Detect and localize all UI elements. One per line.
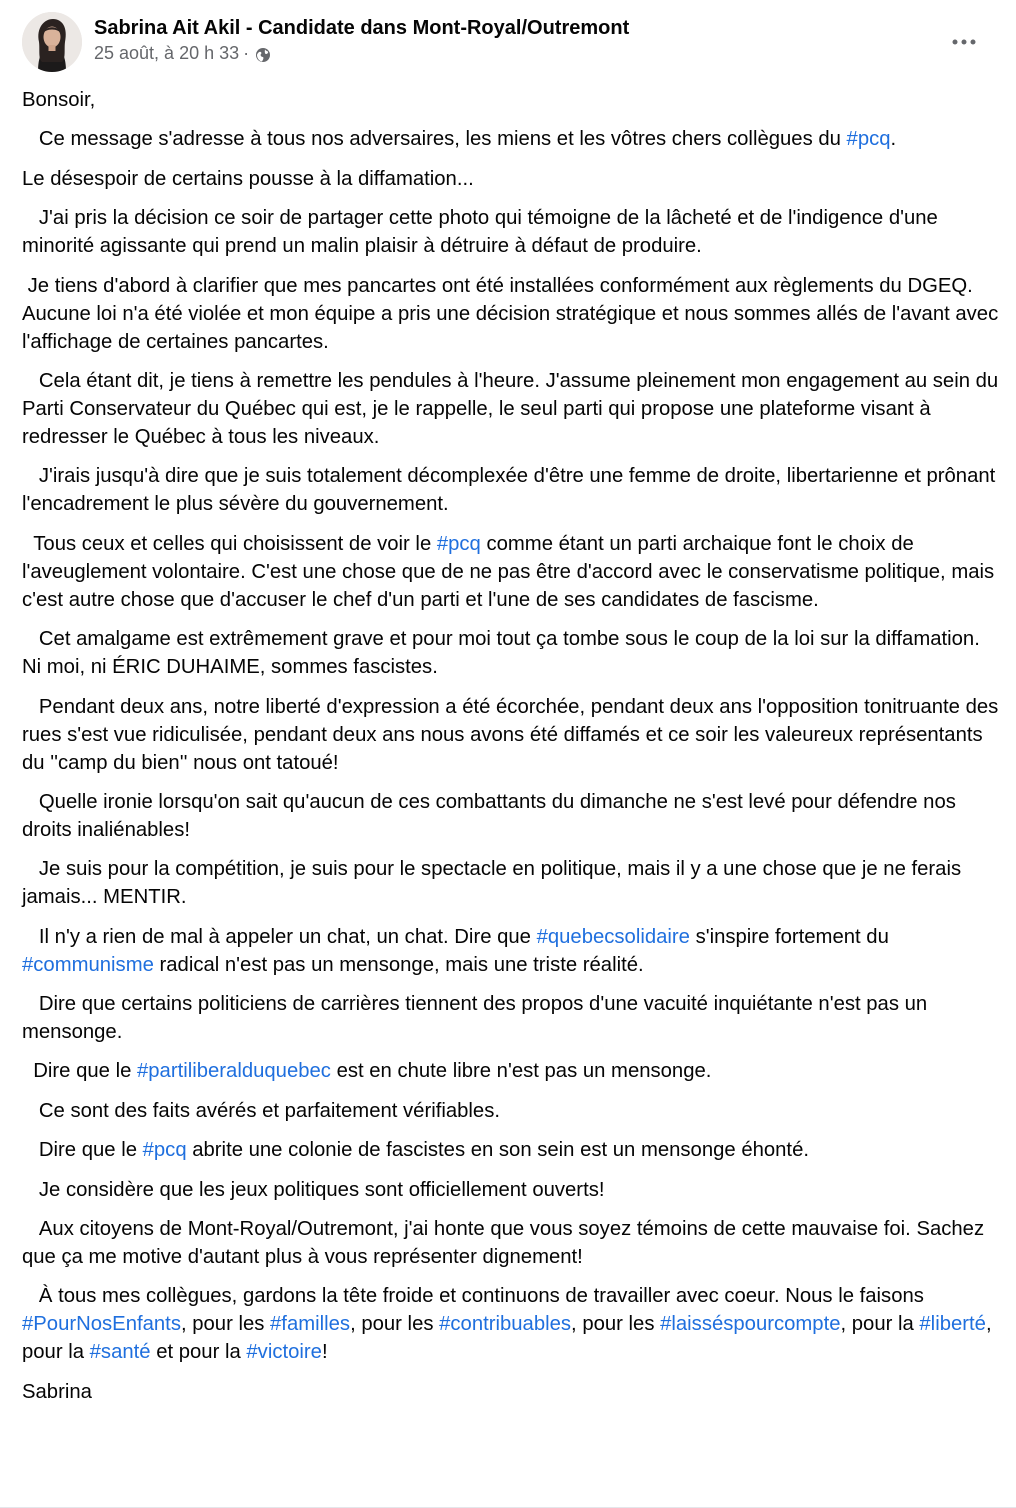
post-header <box>22 12 1016 76</box>
hashtag-link[interactable]: #victoire <box>246 1341 322 1364</box>
hashtag-link[interactable]: #contribuables <box>439 1313 572 1336</box>
more-options-button[interactable] <box>946 24 982 60</box>
hashtag-link[interactable]: #PourNosEnfants <box>22 1313 181 1336</box>
post-text: Sabrina <box>22 1380 92 1403</box>
post-text: radical n'est pas un mensonge, mais une triste réalité. <box>153 953 644 976</box>
post-text: Aux citoyens de Mont-Royal/Outremont, j'ai honte que vous soyez témoins de cette mauvaise foi. Sachez que ça me motive d'autant plus à vous représenter dignement! <box>22 1218 990 1269</box>
post-text: abrite une colonie de fascistes en son sein est un mensonge éhonté. <box>186 1139 809 1162</box>
hashtag-link[interactable]: #pcq <box>436 532 481 555</box>
hashtag-link[interactable]: #pcq <box>142 1139 187 1162</box>
post-body <box>22 86 1002 1417</box>
author-avatar[interactable] <box>22 12 82 72</box>
post-text: À tous mes collègues, gardons la tête froide et continuons de travailler avec coeur. Nous le faisons <box>22 1285 930 1308</box>
post-text: Je tiens d'abord à clarifier que mes pancartes ont été installées conformément aux règlements du DGEQ. Aucune loi n'a été violée et mon équipe a pris une décision stratégique et nous sommes allés de l'avant avec l'affichage de certaines pancartes. <box>22 274 1004 353</box>
post-text: Le désespoir de certains pousse à la diffamation... <box>22 167 474 190</box>
post-text: Ce sont des faits avérés et parfaitement vérifiables. <box>22 1099 500 1122</box>
post-paragraph <box>22 1057 1002 1085</box>
post-text: Quelle ironie lorsqu'on sait qu'aucun de ces combattants du dimanche ne s'est levé pour défendre nos droits inaliénables! <box>22 790 962 841</box>
post-text: Cet amalgame est extrêmement grave et pour moi tout ça tombe sous le coup de la loi sur la diffamation. Ni moi, ni ÉRIC DUHAIME, sommes fascistes. <box>22 628 986 679</box>
post-text: Dire que le <box>22 1139 143 1162</box>
post-paragraph <box>22 165 1002 193</box>
post-text: Je suis pour la compétition, je suis pour le spectacle en politique, mais il y a une chose que je ne ferais jamais... MENTIR. <box>22 858 967 909</box>
hashtag-link[interactable]: #quebecsolidaire <box>536 925 690 948</box>
hashtag-link[interactable]: #liberté <box>919 1313 986 1336</box>
post-paragraph <box>22 462 1002 518</box>
hashtag-link[interactable]: #partiliberalduquebec <box>137 1060 331 1083</box>
post-text: , pour la <box>22 1313 998 1364</box>
post-text: , pour les <box>350 1313 440 1336</box>
post-text: Dire que certains politiciens de carrières tiennent des propos d'une vacuité inquiétante n'est pas un mensonge. <box>22 993 933 1044</box>
post-paragraph <box>22 86 1002 114</box>
post-text: . <box>890 128 897 151</box>
post-paragraph <box>22 1136 1002 1164</box>
post-timestamp[interactable]: 25 août, à 20 h 33 <box>94 43 240 63</box>
post-paragraph <box>22 530 1002 614</box>
post-text: Pendant deux ans, notre liberté d'expression a été écorchée, pendant deux ans l'opposition tonitruante des rues s'est vue ridiculisée, pendant deux ans nous avons été diffamés et ce soir les valeureux représentants du ''camp du bien'' nous ont tatoué! <box>22 695 1004 774</box>
post-text: comme étant un parti archaique font le choix de l'aveuglement volontaire. C'est une chose que de ne pas être d'accord avec le conservatisme politique, mais c'est autre chose que d'accuser le chef d'un parti et l'une de ses candidates de fascisme. <box>22 532 1000 611</box>
post-text: , pour la <box>840 1313 920 1336</box>
post-text: s'inspire fortement du <box>689 925 895 948</box>
post-paragraph <box>22 990 1002 1046</box>
post-text: , pour les <box>180 1313 271 1336</box>
hashtag-link[interactable]: #pcq <box>846 128 891 151</box>
post-text: Ce message s'adresse à tous nos adversaires, les miens et les vôtres chers collègues du <box>22 128 847 151</box>
post-text: est en chute libre n'est pas un mensonge. <box>330 1060 712 1083</box>
globe-icon[interactable] <box>255 45 271 61</box>
post-paragraph <box>22 1282 1002 1366</box>
post-paragraph <box>22 1215 1002 1271</box>
post-text: Il n'y a rien de mal à appeler un chat, un chat. Dire que <box>22 925 537 948</box>
post-text: , pour les <box>571 1313 661 1336</box>
post-text: et pour la <box>150 1341 247 1364</box>
author-name[interactable]: Sabrina Ait Akil - Candidate dans Mont-Royal/Outremont <box>94 17 630 39</box>
post-text: ! <box>321 1341 328 1364</box>
post-text: Dire que le <box>22 1060 137 1083</box>
post-paragraph <box>22 788 1002 844</box>
post-text: Je considère que les jeux politiques sont officiellement ouverts! <box>22 1178 605 1201</box>
hashtag-link[interactable]: #familles <box>270 1313 351 1336</box>
avatar-portrait-icon <box>22 12 82 72</box>
hashtag-link[interactable]: #communisme <box>22 953 154 976</box>
post-paragraph <box>22 125 1002 153</box>
post-text: Cela étant dit, je tiens à remettre les pendules à l'heure. J'assume pleinement mon engagement au sein du Parti Conservateur du Québec qui est, je le rappelle, le seul parti qui propose une plateforme visant à redresser le Québec à tous les niveaux. <box>22 369 1004 448</box>
post-text: J'ai pris la décision ce soir de partager cette photo qui témoigne de la lâcheté et de l'indigence d'une minorité agissante qui prend un malin plaisir à détruire à défaut de produire. <box>22 207 944 258</box>
post-paragraph <box>22 1097 1002 1125</box>
post-paragraph <box>22 855 1002 911</box>
more-options-icon <box>952 39 976 45</box>
post-paragraph <box>22 1378 1002 1406</box>
post-text: J'irais jusqu'à dire que je suis totalement décomplexée d'être une femme de droite, libertarienne et prônant l'encadrement le plus sévère du gouvernement. <box>22 465 1001 516</box>
post-paragraph <box>22 923 1002 979</box>
post-paragraph <box>22 272 1002 356</box>
post-paragraph <box>22 693 1002 777</box>
post-paragraph <box>22 625 1002 681</box>
post-text: Tous ceux et celles qui choisissent de voir le <box>22 532 437 555</box>
separator-dot: · <box>243 43 250 63</box>
post-paragraph <box>22 204 1002 260</box>
hashtag-link[interactable]: #santé <box>89 1341 151 1364</box>
post-text: Bonsoir, <box>22 89 96 111</box>
hashtag-link[interactable]: #laisséspourcompte <box>660 1313 841 1336</box>
post-paragraph <box>22 1176 1002 1204</box>
post-paragraph <box>22 367 1002 451</box>
